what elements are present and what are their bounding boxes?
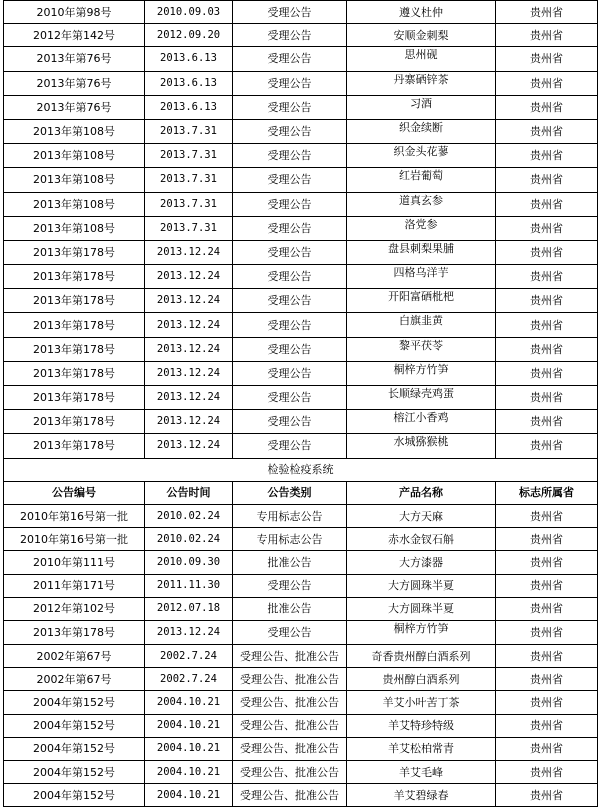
notice-category-cell: 受理公告、批准公告 bbox=[233, 714, 347, 737]
header-row bbox=[4, 481, 598, 504]
notice-date-cell: 2013.7.31 bbox=[145, 192, 233, 216]
product-name-cell: 丹寨硒锌茶 bbox=[347, 71, 496, 95]
notice-number-cell: 2002年第67号 bbox=[4, 668, 145, 691]
notice-date-cell: 2013.12.24 bbox=[145, 386, 233, 410]
product-name-cell: 贵州醇白酒系列 bbox=[347, 668, 496, 691]
notice-number-cell: 2004年第152号 bbox=[4, 761, 145, 784]
product-name-cell: 羊艾小叶苦丁茶 bbox=[347, 691, 496, 714]
notice-date-cell: 2011.11.30 bbox=[145, 574, 233, 597]
notice-category-cell: 批准公告 bbox=[233, 551, 347, 574]
notice-category-cell: 专用标志公告 bbox=[233, 528, 347, 551]
notice-date-cell: 2013.12.24 bbox=[145, 313, 233, 337]
notice-number-cell: 2004年第152号 bbox=[4, 691, 145, 714]
product-name-cell: 桐梓方竹笋 bbox=[347, 361, 496, 385]
product-name-cell: 羊艾碧绿春 bbox=[347, 784, 496, 807]
province-cell: 贵州省 bbox=[496, 24, 598, 47]
notice-number-cell: 2013年第178号 bbox=[4, 265, 145, 289]
product-name-cell: 道真玄参 bbox=[347, 192, 496, 216]
notice-date-cell: 2004.10.21 bbox=[145, 714, 233, 737]
notice-category-cell: 受理公告、批准公告 bbox=[233, 784, 347, 807]
province-cell: 贵州省 bbox=[496, 361, 598, 385]
product-name-cell: 四格乌洋芋 bbox=[347, 265, 496, 289]
section-title: 检验检疫系统 bbox=[4, 458, 598, 481]
notice-date-cell: 2013.7.31 bbox=[145, 119, 233, 143]
table-row bbox=[4, 574, 598, 597]
product-name-cell: 织金续断 bbox=[347, 119, 496, 143]
notice-number-cell: 2012年第102号 bbox=[4, 597, 145, 620]
notice-number-cell: 2013年第178号 bbox=[4, 337, 145, 361]
notice-category-cell: 受理公告、批准公告 bbox=[233, 668, 347, 691]
notice-category-cell: 受理公告 bbox=[233, 361, 347, 385]
notice-number-cell: 2010年第98号 bbox=[4, 1, 145, 24]
notice-category-cell: 受理公告、批准公告 bbox=[233, 691, 347, 714]
product-name-cell: 水城猕猴桃 bbox=[347, 434, 496, 458]
notice-category-cell: 受理公告 bbox=[233, 386, 347, 410]
notice-date-cell: 2004.10.21 bbox=[145, 737, 233, 760]
notice-number-cell: 2013年第178号 bbox=[4, 410, 145, 434]
table-row bbox=[4, 386, 598, 410]
table-row bbox=[4, 289, 598, 313]
notice-number-cell: 2013年第108号 bbox=[4, 216, 145, 240]
notice-date-cell: 2004.10.21 bbox=[145, 691, 233, 714]
table-row bbox=[4, 337, 598, 361]
notice-number-cell: 2013年第178号 bbox=[4, 289, 145, 313]
province-cell: 贵州省 bbox=[496, 528, 598, 551]
province-cell: 贵州省 bbox=[496, 313, 598, 337]
notice-category-cell: 受理公告、批准公告 bbox=[233, 761, 347, 784]
table-row bbox=[4, 714, 598, 737]
notice-category-cell: 受理公告、批准公告 bbox=[233, 737, 347, 760]
notice-number-cell: 2010年第111号 bbox=[4, 551, 145, 574]
table-row bbox=[4, 434, 598, 458]
notice-date-cell: 2013.12.24 bbox=[145, 240, 233, 264]
product-name-cell: 白旗韭黄 bbox=[347, 313, 496, 337]
notice-date-cell: 2012.09.20 bbox=[145, 24, 233, 47]
notice-date-cell: 2013.12.24 bbox=[145, 434, 233, 458]
notice-date-cell: 2013.6.13 bbox=[145, 71, 233, 95]
notice-number-cell: 2013年第108号 bbox=[4, 192, 145, 216]
province-cell: 贵州省 bbox=[496, 504, 598, 527]
notice-date-cell: 2010.02.24 bbox=[145, 528, 233, 551]
province-cell: 贵州省 bbox=[496, 434, 598, 458]
province-cell: 贵州省 bbox=[496, 192, 598, 216]
notice-category-cell: 受理公告 bbox=[233, 265, 347, 289]
product-name-cell: 织金头花蓼 bbox=[347, 144, 496, 168]
column-header: 标志所属省 bbox=[496, 481, 598, 504]
product-name-cell: 遵义杜仲 bbox=[347, 1, 496, 24]
province-cell: 贵州省 bbox=[496, 265, 598, 289]
notice-date-cell: 2013.6.13 bbox=[145, 95, 233, 119]
notice-category-cell: 受理公告 bbox=[233, 71, 347, 95]
province-cell: 贵州省 bbox=[496, 240, 598, 264]
notice-category-cell: 受理公告 bbox=[233, 574, 347, 597]
province-cell: 贵州省 bbox=[496, 47, 598, 71]
notice-number-cell: 2004年第152号 bbox=[4, 784, 145, 807]
province-cell: 贵州省 bbox=[496, 144, 598, 168]
product-name-cell: 开阳富硒枇杷 bbox=[347, 289, 496, 313]
notice-date-cell: 2013.7.31 bbox=[145, 216, 233, 240]
table-row bbox=[4, 144, 598, 168]
product-name-cell: 黎平茯苓 bbox=[347, 337, 496, 361]
product-name-cell: 羊艾松柏常青 bbox=[347, 737, 496, 760]
product-name-cell: 大方圆珠半夏 bbox=[347, 574, 496, 597]
notice-category-cell: 受理公告 bbox=[233, 119, 347, 143]
province-cell: 贵州省 bbox=[496, 761, 598, 784]
province-cell: 贵州省 bbox=[496, 410, 598, 434]
notice-date-cell: 2013.7.31 bbox=[145, 144, 233, 168]
table-row bbox=[4, 95, 598, 119]
notice-date-cell: 2010.09.03 bbox=[145, 1, 233, 24]
notice-category-cell: 受理公告 bbox=[233, 95, 347, 119]
table-row bbox=[4, 784, 598, 807]
table-row bbox=[4, 240, 598, 264]
notice-category-cell: 受理公告 bbox=[233, 240, 347, 264]
geographic-indication-table bbox=[3, 0, 598, 807]
notice-number-cell: 2013年第76号 bbox=[4, 71, 145, 95]
notice-number-cell: 2010年第16号第一批 bbox=[4, 504, 145, 527]
notice-number-cell: 2004年第152号 bbox=[4, 737, 145, 760]
notice-date-cell: 2012.07.18 bbox=[145, 597, 233, 620]
product-name-cell: 大方圆珠半夏 bbox=[347, 597, 496, 620]
notice-category-cell: 专用标志公告 bbox=[233, 504, 347, 527]
product-name-cell: 思州砚 bbox=[347, 47, 496, 71]
province-cell: 贵州省 bbox=[496, 784, 598, 807]
notice-category-cell: 受理公告、批准公告 bbox=[233, 645, 347, 668]
product-name-cell: 安顺金刺梨 bbox=[347, 24, 496, 47]
notice-date-cell: 2013.12.24 bbox=[145, 265, 233, 289]
product-name-cell: 赤水金钗石斛 bbox=[347, 528, 496, 551]
province-cell: 贵州省 bbox=[496, 574, 598, 597]
product-name-cell: 盘县刺梨果脯 bbox=[347, 240, 496, 264]
table-row bbox=[4, 597, 598, 620]
notice-date-cell: 2013.12.24 bbox=[145, 289, 233, 313]
section-title-row bbox=[4, 458, 598, 481]
table-row bbox=[4, 761, 598, 784]
notice-number-cell: 2013年第178号 bbox=[4, 313, 145, 337]
column-header: 公告类别 bbox=[233, 481, 347, 504]
table-row bbox=[4, 504, 598, 527]
table-row bbox=[4, 216, 598, 240]
province-cell: 贵州省 bbox=[496, 1, 598, 24]
notice-number-cell: 2013年第108号 bbox=[4, 168, 145, 192]
notice-number-cell: 2012年第142号 bbox=[4, 24, 145, 47]
notice-category-cell: 批准公告 bbox=[233, 597, 347, 620]
province-cell: 贵州省 bbox=[496, 551, 598, 574]
notice-number-cell: 2010年第16号第一批 bbox=[4, 528, 145, 551]
table-row bbox=[4, 168, 598, 192]
notice-date-cell: 2010.02.24 bbox=[145, 504, 233, 527]
notice-number-cell: 2011年第171号 bbox=[4, 574, 145, 597]
table-row bbox=[4, 71, 598, 95]
notice-date-cell: 2013.12.24 bbox=[145, 410, 233, 434]
notice-category-cell: 受理公告 bbox=[233, 168, 347, 192]
product-name-cell: 长顺绿壳鸡蛋 bbox=[347, 386, 496, 410]
table-row bbox=[4, 620, 598, 644]
table-row bbox=[4, 192, 598, 216]
table-row bbox=[4, 410, 598, 434]
notice-category-cell: 受理公告 bbox=[233, 289, 347, 313]
notice-number-cell: 2013年第178号 bbox=[4, 434, 145, 458]
table-row bbox=[4, 691, 598, 714]
notice-date-cell: 2004.10.21 bbox=[145, 784, 233, 807]
notice-date-cell: 2004.10.21 bbox=[145, 761, 233, 784]
notice-number-cell: 2013年第76号 bbox=[4, 47, 145, 71]
table-row bbox=[4, 24, 598, 47]
province-cell: 贵州省 bbox=[496, 168, 598, 192]
notice-category-cell: 受理公告 bbox=[233, 216, 347, 240]
notice-number-cell: 2013年第178号 bbox=[4, 240, 145, 264]
province-cell: 贵州省 bbox=[496, 714, 598, 737]
notice-number-cell: 2013年第76号 bbox=[4, 95, 145, 119]
notice-date-cell: 2013.12.24 bbox=[145, 361, 233, 385]
notice-number-cell: 2013年第178号 bbox=[4, 361, 145, 385]
table-row bbox=[4, 47, 598, 71]
province-cell: 贵州省 bbox=[496, 386, 598, 410]
province-cell: 贵州省 bbox=[496, 645, 598, 668]
province-cell: 贵州省 bbox=[496, 668, 598, 691]
notice-number-cell: 2013年第108号 bbox=[4, 119, 145, 143]
notice-number-cell: 2013年第178号 bbox=[4, 386, 145, 410]
notice-date-cell: 2013.7.31 bbox=[145, 168, 233, 192]
product-name-cell: 羊艾特珍特级 bbox=[347, 714, 496, 737]
product-name-cell: 大方漆器 bbox=[347, 551, 496, 574]
notice-category-cell: 受理公告 bbox=[233, 24, 347, 47]
notice-number-cell: 2004年第152号 bbox=[4, 714, 145, 737]
province-cell: 贵州省 bbox=[496, 597, 598, 620]
province-cell: 贵州省 bbox=[496, 289, 598, 313]
notice-category-cell: 受理公告 bbox=[233, 434, 347, 458]
product-name-cell: 习酒 bbox=[347, 95, 496, 119]
table-row bbox=[4, 361, 598, 385]
province-cell: 贵州省 bbox=[496, 337, 598, 361]
notice-number-cell: 2013年第108号 bbox=[4, 144, 145, 168]
notice-date-cell: 2013.12.24 bbox=[145, 337, 233, 361]
notice-category-cell: 受理公告 bbox=[233, 47, 347, 71]
province-cell: 贵州省 bbox=[496, 691, 598, 714]
table-row bbox=[4, 1, 598, 24]
notice-category-cell: 受理公告 bbox=[233, 410, 347, 434]
notice-date-cell: 2013.12.24 bbox=[145, 620, 233, 644]
column-header: 产品名称 bbox=[347, 481, 496, 504]
table-row bbox=[4, 551, 598, 574]
product-name-cell: 洛党参 bbox=[347, 216, 496, 240]
table-row bbox=[4, 119, 598, 143]
notice-date-cell: 2013.6.13 bbox=[145, 47, 233, 71]
notice-category-cell: 受理公告 bbox=[233, 313, 347, 337]
notice-number-cell: 2013年第178号 bbox=[4, 620, 145, 644]
province-cell: 贵州省 bbox=[496, 620, 598, 644]
notice-date-cell: 2010.09.30 bbox=[145, 551, 233, 574]
province-cell: 贵州省 bbox=[496, 95, 598, 119]
product-name-cell: 桐梓方竹笋 bbox=[347, 620, 496, 644]
notice-category-cell: 受理公告 bbox=[233, 1, 347, 24]
notice-category-cell: 受理公告 bbox=[233, 620, 347, 644]
table-row bbox=[4, 265, 598, 289]
notice-category-cell: 受理公告 bbox=[233, 337, 347, 361]
table-row bbox=[4, 313, 598, 337]
notice-number-cell: 2002年第67号 bbox=[4, 645, 145, 668]
product-name-cell: 奇香贵州醇白酒系列 bbox=[347, 645, 496, 668]
product-name-cell: 红岩葡萄 bbox=[347, 168, 496, 192]
table-row bbox=[4, 645, 598, 668]
notice-category-cell: 受理公告 bbox=[233, 192, 347, 216]
column-header: 公告编号 bbox=[4, 481, 145, 504]
table-row bbox=[4, 668, 598, 691]
notice-date-cell: 2002.7.24 bbox=[145, 645, 233, 668]
column-header: 公告时间 bbox=[145, 481, 233, 504]
notice-category-cell: 受理公告 bbox=[233, 144, 347, 168]
product-name-cell: 大方天麻 bbox=[347, 504, 496, 527]
province-cell: 贵州省 bbox=[496, 737, 598, 760]
product-name-cell: 羊艾毛峰 bbox=[347, 761, 496, 784]
notice-date-cell: 2002.7.24 bbox=[145, 668, 233, 691]
table-row bbox=[4, 737, 598, 760]
province-cell: 贵州省 bbox=[496, 119, 598, 143]
province-cell: 贵州省 bbox=[496, 216, 598, 240]
product-name-cell: 榕江小香鸡 bbox=[347, 410, 496, 434]
province-cell: 贵州省 bbox=[496, 71, 598, 95]
table-row bbox=[4, 528, 598, 551]
